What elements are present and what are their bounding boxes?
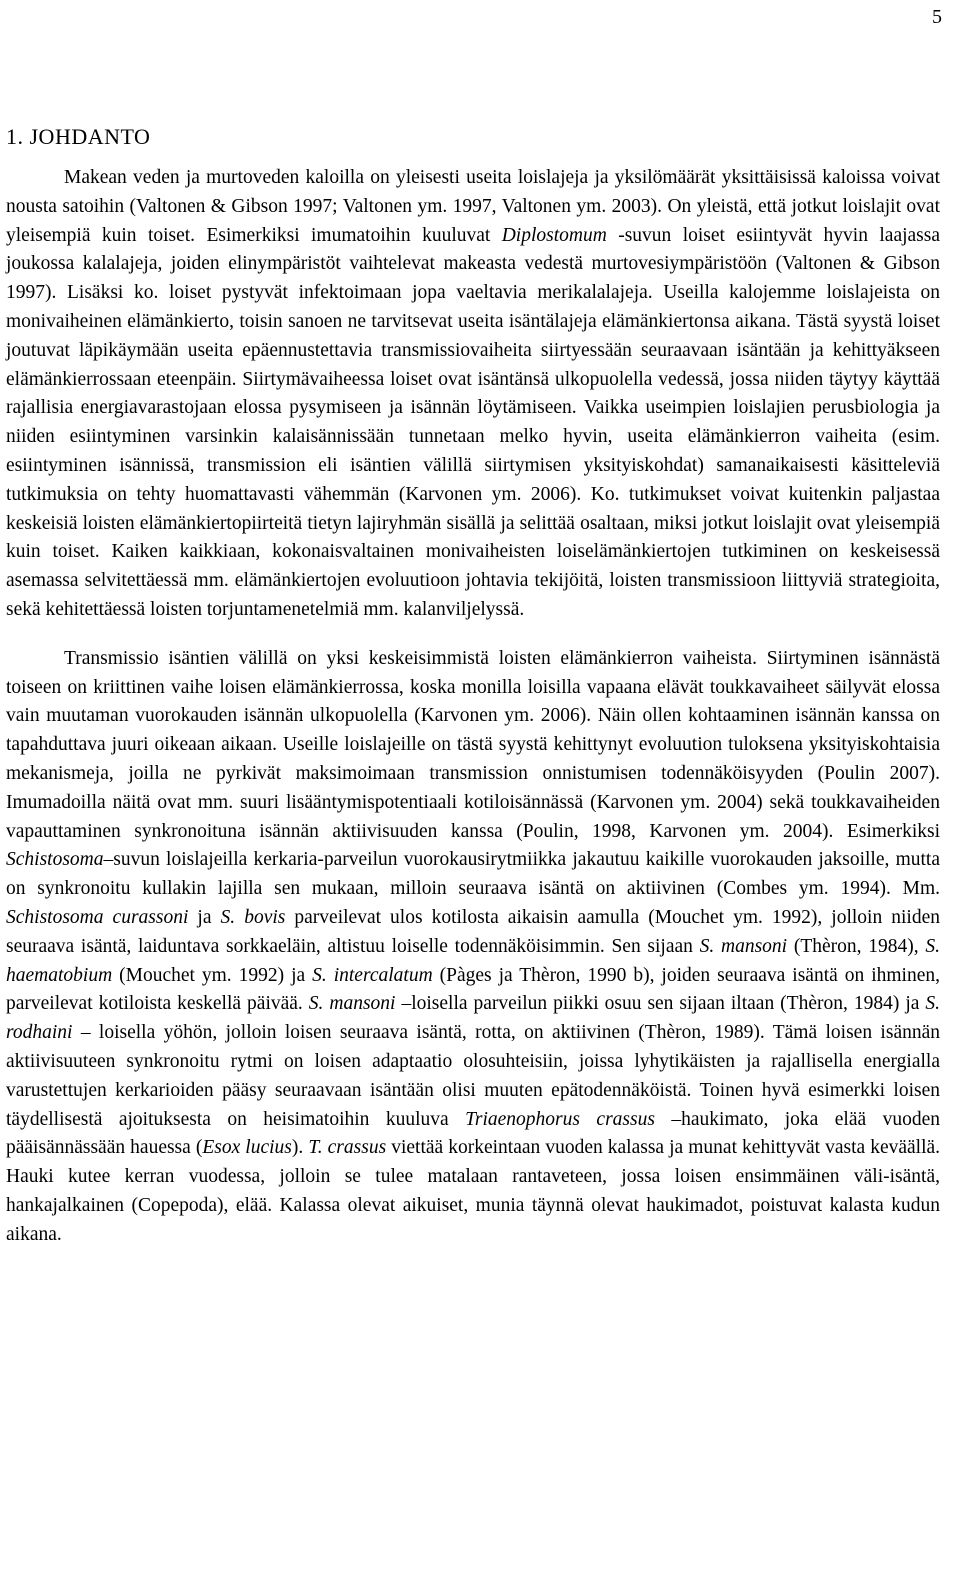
body-text — [6, 164, 940, 1249]
italic-term: S. rodhaini — [6, 993, 940, 1044]
italic-term: S. haematobium — [6, 935, 940, 986]
text-run: viettää korkeintaan vuoden kalassa ja munat kehittyvät vasta keväällä. Hauki kutee kerran vuodessa, jolloin se tulee matalaan rantaveteen, jossa loisen ensimmäinen väli-isäntä, hankajalkainen (Copepoda), elää. Kalassa olevat aikuiset, munia täynnä olevat haukimadot, poistuvat kalasta kudun aikana. — [6, 1137, 941, 1245]
italic-term: Schistosoma curassoni — [6, 906, 189, 928]
italic-term: T. crassus — [308, 1137, 387, 1159]
italic-term: Schistosoma — [6, 849, 104, 871]
text-run: –suvun loislajeilla kerkaria-parveilun vuorokausirytmiikka jakautuu kaikille vuorokauden jaksoille, mutta on synkronoitu kullakin lajilla sen mukaan, milloin seuraava isäntä on aktiivinen (Combes ym. 1994). Mm. — [6, 849, 940, 900]
italic-term: Esox lucius — [202, 1137, 292, 1159]
paragraph-2 — [6, 645, 940, 1250]
text-run: parveilevat ulos kotilosta aikaisin aamulla (Mouchet ym. 1992), jolloin niiden seuraava isäntä, laiduntava sorkkaeläin, altistuu loiselle todennäköisimmin. Sen sijaan — [6, 906, 940, 957]
italic-term: S. mansoni — [699, 935, 788, 957]
text-run: Transmissio isäntien välillä on yksi keskeisimmistä loisten elämänkierron vaiheista. Siirtyminen isännästä toiseen on kriittinen vaihe loisen elämänkierrossa, koska monilla loisilla vapaana elävät toukkavaiheet säilyvät elossa vain muutaman vuorokauden isännän ulkopuolella (Karvonen ym. 2006). Näin ollen kohtaaminen isännän kanssa on tapahduttava juuri oikeaan aikaan. Useille loislajeille on tästä syystä kehittynyt evoluution tuloksena yksityiskohtaisia mekanismeja, joilla ne pyrkivät maksimoimaan transmission onnistumisen todennäköisyyden (Poulin 2007). Imumadoilla näitä ovat mm. suuri lisääntymispotentiaali kotiloisännässä (Karvonen ym. 2004) sekä toukkavaiheiden vapauttaminen synkronoituna isännän aktiivisuuden kanssa (Poulin, 1998, Karvonen ym. 2004). Esimerkiksi — [6, 647, 940, 842]
italic-term: S. intercalatum — [312, 964, 433, 986]
text-run: (Pàges ja Thèron, 1990 b), joiden seuraava isäntä on ihminen, parveilevat kotiloista keskellä päivää. — [6, 964, 940, 1015]
text-run: –loisella parveilun piikki osuu sen sijaan iltaan (Thèron, 1984) ja — [395, 993, 926, 1015]
page-number: 5 — [932, 6, 942, 28]
text-run: (Thèron, 1984), — [787, 935, 926, 957]
text-run: ja — [188, 906, 221, 928]
italic-term: S. bovis — [220, 906, 286, 928]
section-heading: 1. JOHDANTO — [6, 124, 151, 149]
text-run: ). — [291, 1137, 309, 1159]
text-run: Makean veden ja murtoveden kaloilla on yleisesti useita loislajeja ja yksilömäärät yksittäisissä kaloissa voivat nousta satoihin (Valtonen & Gibson 1997; Valtonen ym. 1997, Valtonen ym. 2003). On yleistä, että jotkut loislajit ovat yleisempiä kuin toiset. Esimerkiksi imumatoihin kuuluvat — [6, 167, 940, 246]
text-run: (Mouchet ym. 1992) ja — [112, 964, 313, 986]
paragraph-1 — [6, 164, 940, 625]
italic-term: S. mansoni — [308, 993, 396, 1015]
italic-term: Diplostomum — [501, 224, 607, 246]
text-run: –haukimato, joka elää vuoden pääisännässään hauessa ( — [6, 1108, 940, 1159]
text-run: – loisella yöhön, jolloin loisen seuraava isäntä, rotta, on aktiivinen (Thèron, 1989). Tämä loisen isännän aktiivisuuteen synkronoitu rytmi on loisen adaptaatio olosuhteisiin, joissa lyhytikäisten ja rajallisella energialla varustettujen kerkarioiden pääsy seuraavaan isäntään olisi muuten epätodennäköistä. Toinen hyvä esimerkki loisen täydellisestä ajoituksesta on heisimatoihin kuuluva — [6, 1022, 940, 1130]
text-run: -suvun loiset esiintyvät hyvin laajassa joukossa kalalajeja, joiden elinympäristöt vaihtelevat makeasta vedestä murtovesiympäristöön (Valtonen & Gibson 1997). Lisäksi ko. loiset pystyvät infektoimaan jopa vaeltavia merikalalajeja. Useilla kalojemme loislajeista on monivaiheinen elämänkierto, toisin sanoen ne tarvitsevat useita isäntälajeja elämänkiertonsa aikana. Tästä syystä loiset joutuvat läpikäymään useita epäennustettavia transmissiovaiheita siirtyessään seuraavaan isäntään ja kehittyäkseen elämänkierrossaan eteenpäin. Siirtymävaiheessa loiset ovat isäntänsä ulkopuolella vedessä, jossa niiden täytyy käyttää rajallisia energiavarastojaan elossa pysymiseen ja isännän löytämiseen. Vaikka useimpien loislajien perusbiologia ja niiden esiintyminen varsinkin kalaisännissään tunnetaan melko hyvin, useita elämänkierron vaiheita (esim. esiintyminen isännissä, transmission eli isäntien välillä siirtymisen yksityiskohdat) samanaikaisesti käsitteleviä tutkimuksia on tehty huomattavasti vähemmän (Karvonen ym. 2006). Ko. tutkimukset voivat kuitenkin paljastaa keskeisiä loisten elämänkiertopiirteitä tietyn lajiryhmän sisällä ja selittää osaltaan, miksi jotkut loislajit ovat yleisempiä kuin toiset. Kaiken kaikkiaan, kokonaisvaltainen monivaiheisten loiselämänkiertojen tutkiminen on keskeisessä asemassa selvitettäessä mm. elämänkiertojen evoluutioon johtavia tekijöitä, loisten transmissioon liittyviä strategioita, sekä kehitettäessä loisten torjuntamenetelmiä mm. kalanviljelyssä. — [6, 224, 941, 620]
italic-term: Triaenophorus crassus — [465, 1108, 655, 1130]
